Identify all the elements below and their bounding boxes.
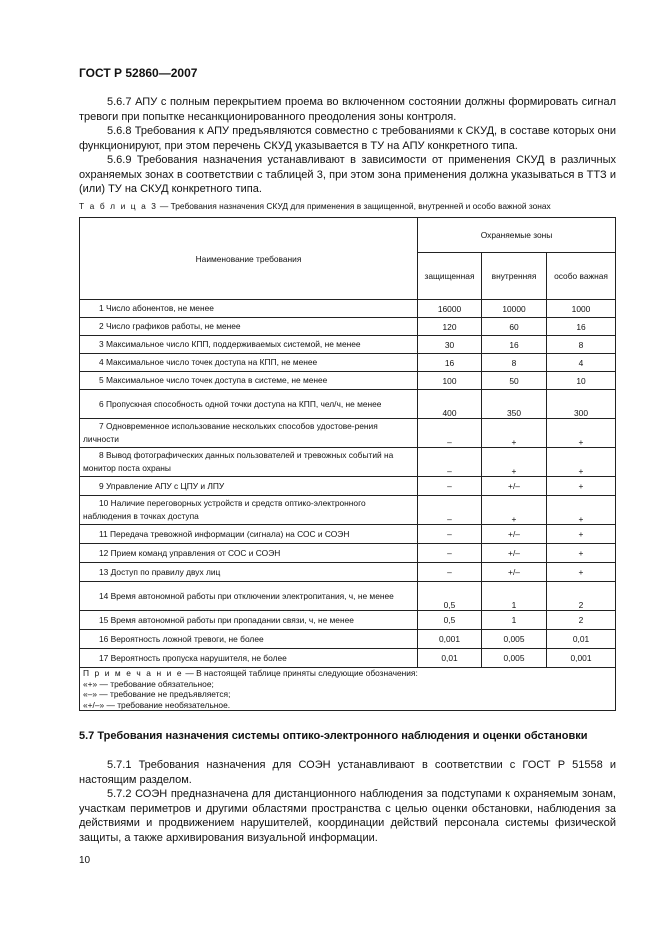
value-internal: +/– — [482, 477, 547, 496]
table-row — [80, 496, 616, 525]
table-row — [80, 544, 616, 563]
value-internal: 350 — [482, 390, 547, 419]
value-protected: 0,5 — [418, 582, 482, 611]
value-critical: 10 — [547, 372, 616, 390]
table-row — [80, 336, 616, 354]
value-protected: 0,001 — [418, 630, 482, 649]
value-protected: – — [418, 563, 482, 582]
requirement-name: 2 Число графиков работы, не менее — [80, 318, 418, 336]
page-number: 10 — [79, 855, 91, 866]
paragraph-5-7-2: 5.7.2 СОЭН предназначена для дистанционного наблюдения за подступами к охраняемым зонам, участкам периметров и другими областями пространства с целью оценки обстановки, наблюдения за действиями и продвижением нарушителей, координации действий персонала системы физической защиты, а также архивирования визуальной информации. — [79, 788, 616, 844]
value-protected: – — [418, 525, 482, 544]
value-internal: + — [482, 419, 547, 448]
value-protected: – — [418, 448, 482, 477]
table-row — [80, 630, 616, 649]
value-critical: 2 — [547, 611, 616, 630]
value-critical: + — [547, 448, 616, 477]
note-line: «–» — требование не предъявляется; — [83, 689, 231, 699]
table-row — [80, 354, 616, 372]
value-internal: 16 — [482, 336, 547, 354]
value-critical: 8 — [547, 336, 616, 354]
value-protected: 30 — [418, 336, 482, 354]
value-internal: +/– — [482, 544, 547, 563]
requirement-name: 1 Число абонентов, не менее — [80, 300, 418, 318]
requirement-name: 13 Доступ по правилу двух лиц — [80, 563, 418, 582]
value-internal: 10000 — [482, 300, 547, 318]
table-row — [80, 582, 616, 611]
paragraph-5-7-1: 5.7.1 Требования назначения для СОЭН устанавливают в соответствии с ГОСТ Р 51558 и настоящим разделом. — [79, 759, 616, 786]
header-zone-internal: внутренняя — [482, 253, 547, 300]
requirement-name: 12 Прием команд управления от СОС и СОЭН — [80, 544, 418, 563]
paragraph-5-6-8: 5.6.8 Требования к АПУ предъявляются совместно с требованиями к СКУД, в составе которых они функционируют, при этом перечень СКУД указывается в ТУ на АПУ конкретного типа. — [79, 125, 616, 152]
value-critical: + — [547, 419, 616, 448]
header-zone-critical: особо важная — [547, 253, 616, 300]
value-critical: + — [547, 496, 616, 525]
table-row — [80, 611, 616, 630]
value-protected: 0,01 — [418, 649, 482, 668]
requirements-table — [79, 217, 616, 711]
table-row — [80, 649, 616, 668]
value-critical: 16 — [547, 318, 616, 336]
header-zone-protected: защищенная — [418, 253, 482, 300]
value-critical: + — [547, 563, 616, 582]
value-internal: 50 — [482, 372, 547, 390]
table-note: П р и м е ч а н и е — В настоящей таблице приняты следующие обозначения: «+» — требование обязательное; «–» — требование не предъявляется; «+/–» — требование необязательное. — [80, 668, 616, 711]
value-internal: 1 — [482, 582, 547, 611]
note-line: «+/–» — требование необязательное. — [83, 699, 231, 710]
table-row — [80, 390, 616, 419]
value-critical: 2 — [547, 582, 616, 611]
paragraph-5-6-9: 5.6.9 Требования назначения устанавливают в зависимости от применения СКУД в различных охраняемых зонах в соответствии с таблицей 3, при этом зона применения должна указываться в ТТЗ и (или) ТУ на СКУД конкретного типа. — [79, 154, 616, 195]
value-protected: 120 — [418, 318, 482, 336]
table-row — [80, 563, 616, 582]
requirement-name: 17 Вероятность пропуска нарушителя, не более — [80, 649, 418, 668]
value-critical: + — [547, 544, 616, 563]
value-critical: + — [547, 525, 616, 544]
requirement-name: 4 Максимальное число точек доступа на КПП, не менее — [80, 354, 418, 372]
table-row — [80, 419, 616, 448]
requirement-name: 8 Вывод фотографических данных пользователей и тревожных событий на монитор поста охраны — [80, 448, 418, 477]
table-row — [80, 318, 616, 336]
table-row — [80, 300, 616, 318]
value-internal: + — [482, 448, 547, 477]
value-protected: – — [418, 477, 482, 496]
value-protected: – — [418, 544, 482, 563]
section-title-5-7: 5.7 Требования назначения системы оптико-электронного наблюдения и оценки обстановки — [79, 730, 588, 742]
paragraph-5-6-7: 5.6.7 АПУ с полным перекрытием проема во включенном состоянии должны формировать сигнал тревоги при попытке несанкционированного преодоления зоны контроля. — [79, 96, 616, 123]
value-critical: 1000 — [547, 300, 616, 318]
requirement-name: 6 Пропускная способность одной точки доступа на КПП, чел/ч, не менее — [80, 390, 418, 419]
table-row — [80, 372, 616, 390]
value-critical: 0,01 — [547, 630, 616, 649]
value-internal: + — [482, 496, 547, 525]
requirement-name: 15 Время автономной работы при пропадании связи, ч, не менее — [80, 611, 418, 630]
value-protected: 0,5 — [418, 611, 482, 630]
requirement-name: 16 Вероятность ложной тревоги, не более — [80, 630, 418, 649]
requirement-name: 9 Управление АПУ с ЦПУ и ЛПУ — [80, 477, 418, 496]
value-internal: 1 — [482, 611, 547, 630]
value-critical: 300 — [547, 390, 616, 419]
requirement-name: 11 Передача тревожной информации (сигнала) на СОС и СОЭН — [80, 525, 418, 544]
requirement-name: 14 Время автономной работы при отключении электропитания, ч, не менее — [80, 582, 418, 611]
value-critical: 4 — [547, 354, 616, 372]
value-internal: 8 — [482, 354, 547, 372]
table-row — [80, 525, 616, 544]
value-internal: +/– — [482, 525, 547, 544]
requirement-name: 10 Наличие переговорных устройств и средств оптико-электронного наблюдения в точках доступа — [80, 496, 418, 525]
value-protected: – — [418, 496, 482, 525]
requirement-name: 3 Максимальное число КПП, поддерживаемых системой, не менее — [80, 336, 418, 354]
value-protected: 16000 — [418, 300, 482, 318]
table-row — [80, 448, 616, 477]
value-protected: 400 — [418, 390, 482, 419]
table-caption: Т а б л и ц а 3 — Требования назначения СКУД для применения в защищенной, внутренней и особо важной зонах — [79, 201, 551, 211]
note-line: «+» — требование обязательное; — [83, 678, 214, 689]
requirement-name: 5 Максимальное число точек доступа в системе, не менее — [80, 372, 418, 390]
requirement-name: 7 Одновременное использование нескольких способов удостове-рения личности — [80, 419, 418, 448]
value-internal: 0,005 — [482, 630, 547, 649]
header-protected-zones: Охраняемые зоны — [418, 218, 616, 253]
table-row — [80, 477, 616, 496]
value-protected: 16 — [418, 354, 482, 372]
value-protected: – — [418, 419, 482, 448]
header-requirement-name: Наименование требования — [80, 218, 418, 300]
value-internal: 0,005 — [482, 649, 547, 668]
value-critical: 0,001 — [547, 649, 616, 668]
value-internal: 60 — [482, 318, 547, 336]
document-header: ГОСТ Р 52860—2007 — [79, 66, 198, 80]
value-critical: + — [547, 477, 616, 496]
value-internal: +/– — [482, 563, 547, 582]
value-protected: 100 — [418, 372, 482, 390]
